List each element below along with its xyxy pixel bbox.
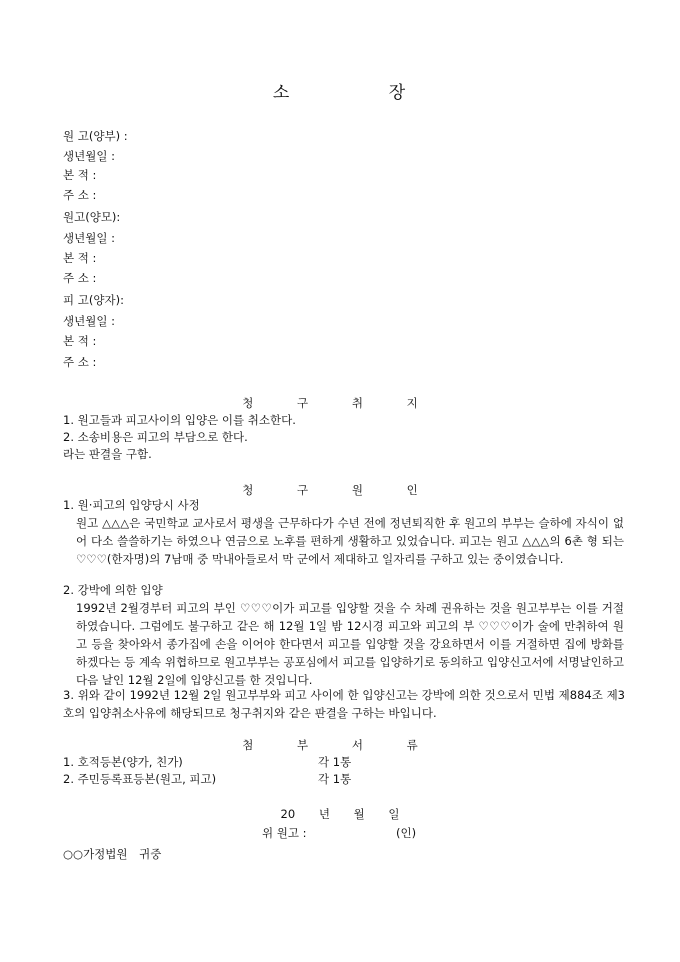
party-line: 본 적 : <box>63 334 97 348</box>
party-line: 피 고(양자): <box>63 293 124 307</box>
title-char-left: 소 <box>272 83 292 103</box>
date-line: 20 년 월 일 <box>280 807 400 821</box>
claim-cause-item3: 3. 위와 같이 1992년 12월 2일 원고부부와 피고 사이에 한 입양신고는 강박에 의한 것으로서 민법 제884조 제3호의 입양취소사유에 해당되므로 청구취지와 같은 판결을 구하는 바입니다. <box>63 688 625 720</box>
signer-seal: (인) <box>396 826 417 840</box>
party-line: 주 소 : <box>63 188 97 202</box>
claim-cause-item1-title: 1. 원·피고의 입양당시 사정 <box>63 498 200 512</box>
party-line: 생년월일 : <box>63 231 115 245</box>
party-line: 원고(양모): <box>63 210 121 224</box>
party-line: 본 적 : <box>63 251 97 265</box>
party-line: 본 적 : <box>63 168 97 182</box>
claim-purpose-item: 1. 원고들과 피고사이의 입양은 이를 취소한다. <box>63 413 296 427</box>
claim-purpose-closing: 라는 판결을 구함. <box>63 447 152 461</box>
claim-cause-item2-title: 2. 강박에 의한 입양 <box>63 583 163 597</box>
claim-cause-item1-body: 원고 △△△은 국민학교 교사로서 평생을 근무하다가 수년 전에 정년퇴직한 후 원고의 부부는 슬하에 자식이 없어 다소 쓸쓸하기는 하였으나 연금으로 노후를 편하게 생활하고 있었습니다. 피고는 원고 △△△의 6촌 형 되는 ♡♡♡(한자명)의 7남매 중 막내아들로서 막 군에서 제대하고 일자리를 구하고 있는 중이였습니다. <box>76 516 624 566</box>
attachment-count: 각 1통 <box>318 772 352 786</box>
party-line: 주 소 : <box>63 271 97 285</box>
party-line: 주 소 : <box>63 355 97 369</box>
party-line: 생년월일 : <box>63 314 115 328</box>
claim-cause-item2-body: 1992년 2월경부터 피고의 부인 ♡♡♡이가 피고를 입양할 것을 수 차례 권유하는 것을 원고부부는 이를 거절하였습니다. 그럼에도 불구하고 같은 해 12월 1일 밤 12시경 피고와 피고의 부 ♡♡♡이가 술에 만취하여 원고 등을 찾아와서 종가집에 손을 이어야 한다면서 피고를 입양할 것을 강요하면서 이를 거절하면 집에 방화를 하겠다는 등 계속 위협하므로 원고부부는 공포심에서 피고를 입양하기로 동의하고 입양신고서에 서명날인하고 다음 날인 12월 2일에 입양신고를 한 것입니다. <box>76 601 624 687</box>
claim-purpose-heading: 청 구 취 지 <box>242 396 438 410</box>
attachment-name: 1. 호적등본(양가, 친가) <box>63 755 183 769</box>
attachment-count: 각 1통 <box>318 755 352 769</box>
party-line: 생년월일 : <box>63 149 115 163</box>
attachments-heading: 첨 부 서 류 <box>242 738 438 752</box>
court-addressee: ○○가정법원 귀중 <box>63 847 162 861</box>
party-line: 원 고(양부) : <box>63 129 128 143</box>
signer-label: 위 원고 : <box>262 826 307 840</box>
claim-purpose-item: 2. 소송비용은 피고의 부담으로 한다. <box>63 430 248 444</box>
document-title <box>0 78 680 103</box>
attachment-name: 2. 주민등록표등본(원고, 피고) <box>63 772 217 786</box>
claim-cause-heading: 청 구 원 인 <box>242 483 438 497</box>
title-char-right: 장 <box>388 83 408 103</box>
